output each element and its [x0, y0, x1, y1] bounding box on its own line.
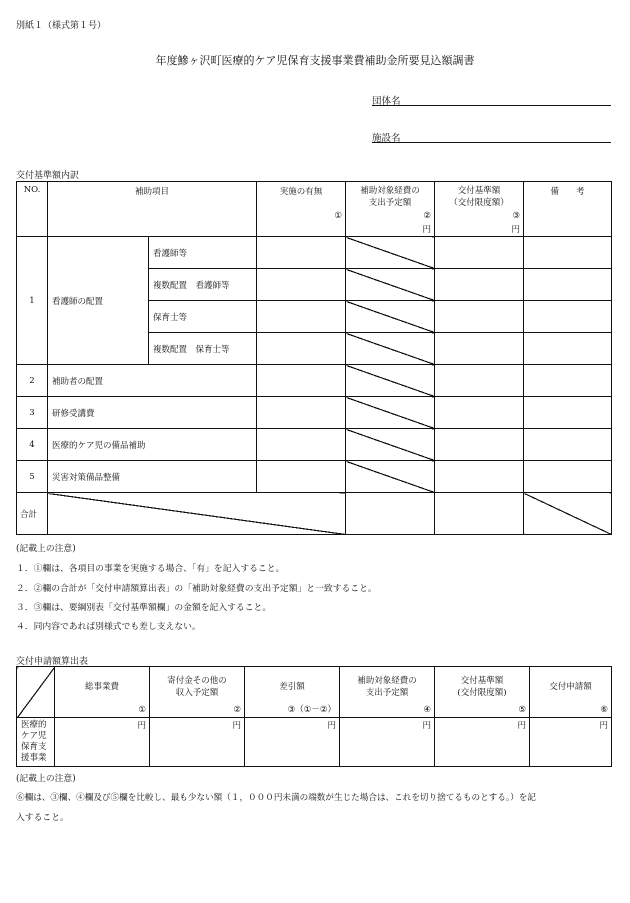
row-label: 研修受講費: [48, 397, 257, 429]
expense-cell: [346, 429, 435, 461]
table-header-row: [17, 182, 612, 237]
total-expense-cell[interactable]: [346, 493, 435, 535]
section2-title: 交付申請額算出表: [16, 657, 89, 667]
impl-cell[interactable]: [257, 429, 346, 461]
row-no: 3: [17, 397, 48, 429]
header-label: 補助対象経費の 支出予定額: [357, 676, 417, 698]
impl-cell[interactable]: [257, 397, 346, 429]
header-standard-mark: ③: [512, 211, 520, 221]
header-standard-label: 交付基準額 （交付限度額）: [449, 186, 509, 208]
unit-label: 円: [422, 721, 431, 731]
notes2-line: 入すること。: [16, 813, 69, 823]
header-label: 交付申請額: [549, 682, 592, 692]
standard-cell[interactable]: [435, 333, 524, 365]
total-standard-cell[interactable]: [435, 493, 524, 535]
table-row: [17, 429, 612, 461]
standard-cell[interactable]: [435, 429, 524, 461]
header-donation: [150, 667, 245, 718]
header-no: NO.: [17, 182, 48, 237]
header-difference: [245, 667, 340, 718]
row-label: 災害対策備品整備: [48, 461, 257, 493]
notes1-title: (記載上の注意): [16, 544, 76, 554]
notes1-item: ２．②欄の合計が「交付申請額算出表」の「補助対象経費の支出予定額」と一致すること。: [16, 584, 377, 594]
amount-cell[interactable]: [340, 718, 435, 767]
table-header-row: [17, 667, 612, 718]
impl-cell[interactable]: [257, 301, 346, 333]
total-label: 合計: [17, 493, 48, 535]
header-application: [530, 667, 612, 718]
table-row: [17, 718, 612, 767]
header-mark: ②: [233, 705, 241, 715]
impl-cell[interactable]: [257, 461, 346, 493]
standard-cell[interactable]: [435, 461, 524, 493]
expense-cell: [346, 461, 435, 493]
remarks-cell[interactable]: [524, 333, 612, 365]
table-row: [17, 365, 612, 397]
header-mark: ③（①－②）: [287, 705, 336, 715]
application-amount-table: [16, 666, 612, 767]
unit-label: 円: [517, 721, 526, 731]
page-title: 年度鰺ヶ沢町医療的ケア児保育支援事業費補助金所要見込額調書: [155, 54, 475, 67]
header-expense: [340, 667, 435, 718]
table-row: [17, 461, 612, 493]
impl-cell[interactable]: [257, 237, 346, 269]
impl-cell[interactable]: [257, 333, 346, 365]
row-no: 2: [17, 365, 48, 397]
header-impl: [257, 182, 346, 237]
unit-label: 円: [327, 721, 336, 731]
section1-title: 交付基準額内訳: [16, 171, 80, 181]
facility-label: 施設名: [372, 133, 401, 144]
standard-cell[interactable]: [435, 237, 524, 269]
amount-cell[interactable]: [435, 718, 530, 767]
header-mark: ④: [423, 705, 431, 715]
total-diag-cell: [48, 493, 346, 535]
row-no: 5: [17, 461, 48, 493]
header-impl-mark: ①: [334, 211, 342, 221]
standard-cell[interactable]: [435, 397, 524, 429]
total-remarks-cell: [524, 493, 612, 535]
notes2-title: (記載上の注意): [16, 774, 76, 784]
table-row: [17, 397, 612, 429]
table-row: [17, 237, 612, 269]
org-name-line[interactable]: [372, 105, 611, 106]
row-label: 補助者の配置: [48, 365, 257, 397]
expense-cell: [346, 269, 435, 301]
group1-label: 看護師の配置: [48, 237, 149, 365]
header-mark: ⑤: [518, 705, 526, 715]
standard-cell[interactable]: [435, 269, 524, 301]
header-standard: [435, 667, 530, 718]
header-expense-label: 補助対象経費の 支出予定額: [360, 186, 420, 208]
notes1-item: １．①欄は、各項目の事業を実施する場合、「有」を記入すること。: [16, 564, 285, 574]
row-label: 医療的ケア児の備品補助: [48, 429, 257, 461]
notes1-item: ３．③欄は、要綱別表「交付基準額欄」の金額を記入すること。: [16, 603, 272, 613]
facility-name-line[interactable]: [372, 142, 611, 143]
remarks-cell[interactable]: [524, 237, 612, 269]
total-row: [17, 493, 612, 535]
row-no: 4: [17, 429, 48, 461]
header-mark: ①: [138, 705, 146, 715]
sub-item-label: 保育士等: [149, 301, 257, 333]
header-item: 補助項目: [48, 182, 257, 237]
header-expense-unit: 円: [422, 225, 431, 235]
unit-label: 円: [137, 721, 146, 731]
header-total-cost: [55, 667, 150, 718]
header-remarks: 備 考: [524, 182, 612, 237]
amount-cell[interactable]: [150, 718, 245, 767]
remarks-cell[interactable]: [524, 429, 612, 461]
corner-diag-cell: [17, 667, 55, 718]
notes1-item: ４．同内容であれば別様式でも差し支えない。: [16, 622, 201, 632]
standard-cell[interactable]: [435, 365, 524, 397]
impl-cell[interactable]: [257, 269, 346, 301]
remarks-cell[interactable]: [524, 461, 612, 493]
standard-cell[interactable]: [435, 301, 524, 333]
amount-cell[interactable]: [530, 718, 612, 767]
header-label: 寄付金その他の 収入予定額: [167, 676, 227, 698]
expense-cell: [346, 301, 435, 333]
remarks-cell[interactable]: [524, 301, 612, 333]
sub-item-label: 複数配置 看護師等: [149, 269, 257, 301]
remarks-cell[interactable]: [524, 397, 612, 429]
impl-cell[interactable]: [257, 365, 346, 397]
org-label: 団体名: [372, 96, 401, 107]
header-standard: [435, 182, 524, 237]
remarks-cell[interactable]: [524, 269, 612, 301]
expense-cell: [346, 365, 435, 397]
amount-cell[interactable]: [245, 718, 340, 767]
standard-amount-table: [16, 181, 612, 535]
header-mark: ⑥: [600, 705, 608, 715]
header-label: 交付基準額 (交付限度額): [457, 676, 507, 698]
header-expense-mark: ②: [423, 211, 431, 221]
row-label: 医療的 ケア児 保育支 援事業: [17, 718, 55, 767]
form-label: 別紙１（様式第１号）: [16, 21, 107, 31]
header-expense: [346, 182, 435, 237]
header-standard-unit: 円: [511, 225, 520, 235]
header-label: 差引額: [279, 682, 305, 692]
expense-cell: [346, 237, 435, 269]
sub-item-label: 看護師等: [149, 237, 257, 269]
sub-item-label: 複数配置 保育士等: [149, 333, 257, 365]
unit-label: 円: [232, 721, 241, 731]
remarks-cell[interactable]: [524, 365, 612, 397]
header-label: 総事業費: [84, 682, 119, 692]
header-impl-label: 実施の有無: [279, 187, 323, 197]
expense-cell: [346, 397, 435, 429]
group1-no: 1: [17, 237, 48, 365]
amount-cell[interactable]: [55, 718, 150, 767]
expense-cell: [346, 333, 435, 365]
notes2-line: ⑥欄は、③欄、④欄及び⑤欄を比較し、最も少ない額（１，０００円未満の端数が生じた場合は、これを切り捨てるものとする。）を記: [16, 793, 536, 803]
unit-label: 円: [599, 721, 608, 731]
